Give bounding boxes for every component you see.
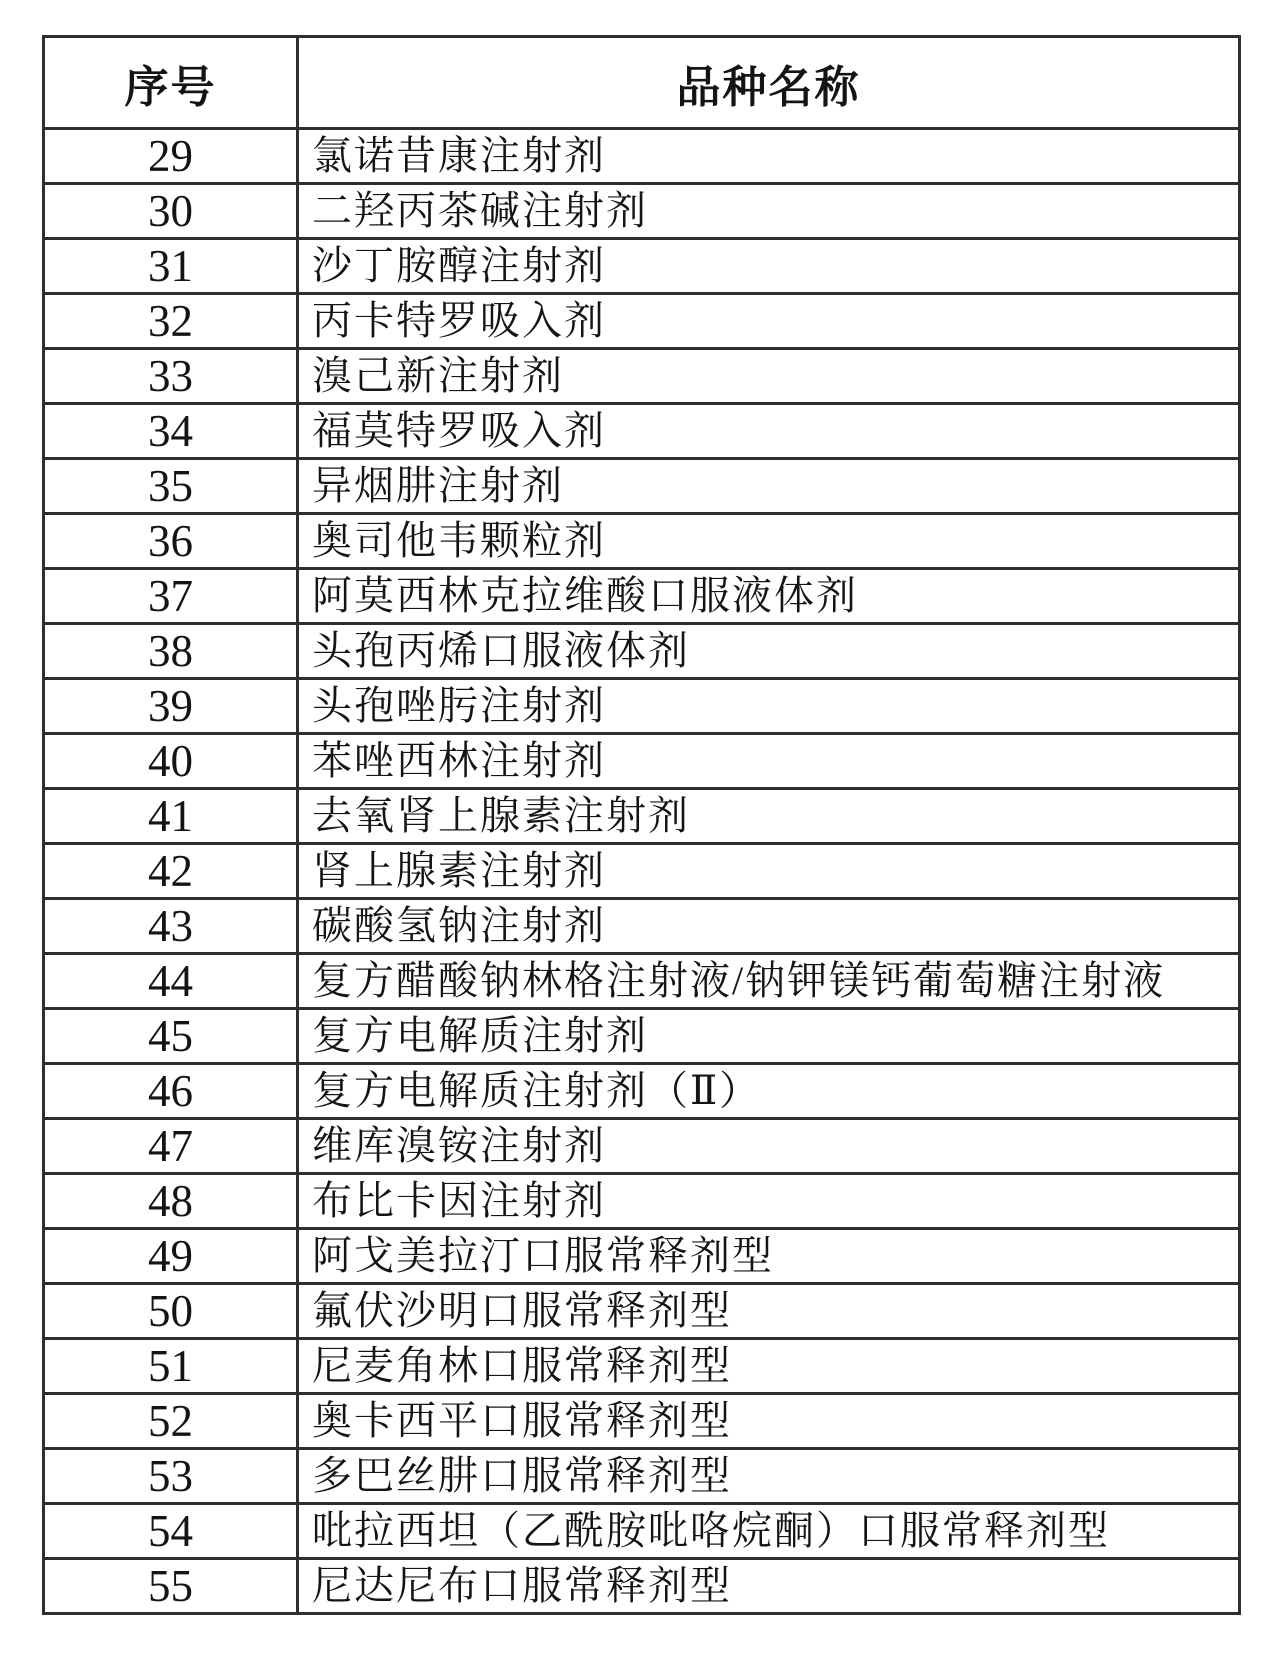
serial-number-cell: 37 bbox=[44, 569, 298, 624]
serial-number-cell: 48 bbox=[44, 1174, 298, 1229]
serial-number-cell: 52 bbox=[44, 1394, 298, 1449]
product-name-cell: 去氧肾上腺素注射剂 bbox=[298, 789, 1240, 844]
product-name-cell: 多巴丝肼口服常释剂型 bbox=[298, 1449, 1240, 1504]
serial-number-cell: 39 bbox=[44, 679, 298, 734]
serial-number-cell: 54 bbox=[44, 1504, 298, 1559]
table-row bbox=[44, 1064, 1240, 1119]
table-row bbox=[44, 569, 1240, 624]
product-name-cell: 维库溴铵注射剂 bbox=[298, 1119, 1240, 1174]
table-row bbox=[44, 1394, 1240, 1449]
table-row bbox=[44, 954, 1240, 1009]
serial-number-cell: 45 bbox=[44, 1009, 298, 1064]
serial-number-cell: 34 bbox=[44, 404, 298, 459]
product-name-cell: 溴己新注射剂 bbox=[298, 349, 1240, 404]
table-row bbox=[44, 1449, 1240, 1504]
serial-number-cell: 38 bbox=[44, 624, 298, 679]
product-name-cell: 头孢丙烯口服液体剂 bbox=[298, 624, 1240, 679]
product-name-cell: 苯唑西林注射剂 bbox=[298, 734, 1240, 789]
table-row bbox=[44, 1009, 1240, 1064]
serial-number-cell: 40 bbox=[44, 734, 298, 789]
header-product-name: 品种名称 bbox=[298, 37, 1240, 129]
table-row bbox=[44, 459, 1240, 514]
table-row bbox=[44, 239, 1240, 294]
serial-number-cell: 33 bbox=[44, 349, 298, 404]
serial-number-cell: 30 bbox=[44, 184, 298, 239]
table-row bbox=[44, 1284, 1240, 1339]
serial-number-cell: 35 bbox=[44, 459, 298, 514]
table-row bbox=[44, 1504, 1240, 1559]
table-row bbox=[44, 1339, 1240, 1394]
product-name-cell: 尼达尼布口服常释剂型 bbox=[298, 1559, 1240, 1614]
product-name-cell: 氟伏沙明口服常释剂型 bbox=[298, 1284, 1240, 1339]
table-row bbox=[44, 1559, 1240, 1614]
product-name-cell: 肾上腺素注射剂 bbox=[298, 844, 1240, 899]
drug-list-table bbox=[42, 35, 1241, 1615]
header-serial-number: 序号 bbox=[44, 37, 298, 129]
product-name-cell: 异烟肼注射剂 bbox=[298, 459, 1240, 514]
product-name-cell: 奥卡西平口服常释剂型 bbox=[298, 1394, 1240, 1449]
table-row bbox=[44, 294, 1240, 349]
serial-number-cell: 46 bbox=[44, 1064, 298, 1119]
serial-number-cell: 49 bbox=[44, 1229, 298, 1284]
serial-number-cell: 32 bbox=[44, 294, 298, 349]
product-name-cell: 头孢唑肟注射剂 bbox=[298, 679, 1240, 734]
serial-number-cell: 55 bbox=[44, 1559, 298, 1614]
header-row bbox=[44, 37, 1240, 129]
product-name-cell: 沙丁胺醇注射剂 bbox=[298, 239, 1240, 294]
serial-number-cell: 29 bbox=[44, 129, 298, 184]
table-row bbox=[44, 844, 1240, 899]
table-row bbox=[44, 734, 1240, 789]
table-row bbox=[44, 404, 1240, 459]
serial-number-cell: 50 bbox=[44, 1284, 298, 1339]
serial-number-cell: 44 bbox=[44, 954, 298, 1009]
product-name-cell: 复方醋酸钠林格注射液/钠钾镁钙葡萄糖注射液 bbox=[298, 954, 1240, 1009]
product-name-cell: 奥司他韦颗粒剂 bbox=[298, 514, 1240, 569]
product-name-cell: 碳酸氢钠注射剂 bbox=[298, 899, 1240, 954]
table-row bbox=[44, 789, 1240, 844]
product-name-cell: 尼麦角林口服常释剂型 bbox=[298, 1339, 1240, 1394]
serial-number-cell: 42 bbox=[44, 844, 298, 899]
serial-number-cell: 36 bbox=[44, 514, 298, 569]
table-row bbox=[44, 184, 1240, 239]
table-row bbox=[44, 514, 1240, 569]
table-row bbox=[44, 129, 1240, 184]
serial-number-cell: 51 bbox=[44, 1339, 298, 1394]
table-row bbox=[44, 349, 1240, 404]
serial-number-cell: 31 bbox=[44, 239, 298, 294]
product-name-cell: 氯诺昔康注射剂 bbox=[298, 129, 1240, 184]
table-row bbox=[44, 1174, 1240, 1229]
serial-number-cell: 53 bbox=[44, 1449, 298, 1504]
table-row bbox=[44, 899, 1240, 954]
product-name-cell: 阿戈美拉汀口服常释剂型 bbox=[298, 1229, 1240, 1284]
product-name-cell: 复方电解质注射剂（Ⅱ） bbox=[298, 1064, 1240, 1119]
table-body bbox=[44, 129, 1240, 1614]
table-row bbox=[44, 1119, 1240, 1174]
product-name-cell: 二羟丙茶碱注射剂 bbox=[298, 184, 1240, 239]
product-name-cell: 吡拉西坦（乙酰胺吡咯烷酮）口服常释剂型 bbox=[298, 1504, 1240, 1559]
serial-number-cell: 47 bbox=[44, 1119, 298, 1174]
serial-number-cell: 41 bbox=[44, 789, 298, 844]
table-row bbox=[44, 679, 1240, 734]
table-row bbox=[44, 624, 1240, 679]
serial-number-cell: 43 bbox=[44, 899, 298, 954]
product-name-cell: 阿莫西林克拉维酸口服液体剂 bbox=[298, 569, 1240, 624]
product-name-cell: 丙卡特罗吸入剂 bbox=[298, 294, 1240, 349]
table-row bbox=[44, 1229, 1240, 1284]
product-name-cell: 复方电解质注射剂 bbox=[298, 1009, 1240, 1064]
product-name-cell: 布比卡因注射剂 bbox=[298, 1174, 1240, 1229]
product-name-cell: 福莫特罗吸入剂 bbox=[298, 404, 1240, 459]
